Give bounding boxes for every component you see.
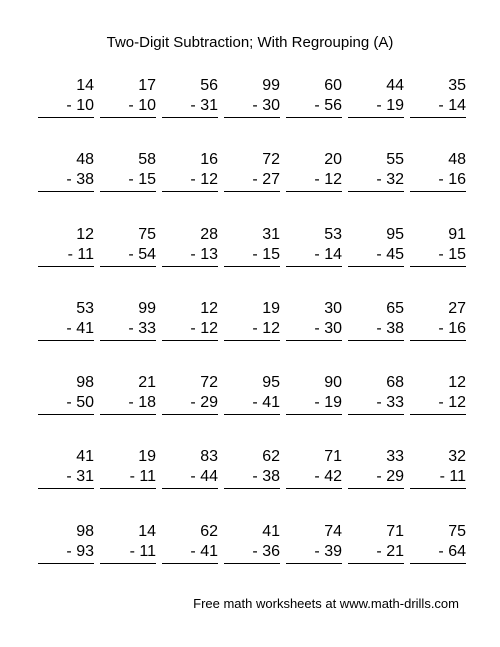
minus-sign: -: [252, 319, 258, 337]
subtraction-problem: [162, 76, 218, 150]
minus-sign: -: [66, 468, 72, 486]
minuend: 53: [324, 225, 342, 243]
minus-sign: -: [190, 542, 196, 560]
subtraction-problem: [224, 447, 280, 521]
subtrahend-row: [100, 542, 156, 564]
minus-sign: -: [438, 171, 444, 189]
subtraction-problem: [348, 150, 404, 224]
subtraction-problem: [38, 76, 94, 150]
subtraction-problem: [224, 225, 280, 299]
minus-sign: -: [252, 468, 258, 486]
subtrahend: 30: [324, 319, 342, 337]
subtraction-problem: [348, 76, 404, 150]
subtraction-problem: [224, 150, 280, 224]
subtrahend: 44: [200, 468, 218, 486]
minuend: 90: [324, 374, 342, 392]
minuend: 95: [262, 374, 280, 392]
minuend: 19: [138, 448, 156, 466]
subtrahend: 16: [448, 319, 466, 337]
subtrahend-row: [224, 393, 280, 415]
subtraction-problem: [38, 522, 94, 596]
minuend: 17: [138, 77, 156, 94]
subtraction-problem: [286, 225, 342, 299]
minus-sign: -: [314, 97, 320, 114]
subtrahend: 15: [448, 245, 466, 263]
minus-sign: -: [438, 97, 444, 114]
minus-sign: -: [190, 245, 196, 263]
subtrahend-row: [224, 542, 280, 564]
subtraction-problem: [410, 76, 466, 150]
minuend: 12: [76, 225, 94, 243]
subtrahend-row: [286, 393, 342, 415]
subtrahend: 50: [76, 394, 94, 412]
minuend: 48: [448, 151, 466, 169]
subtrahend-row: [224, 319, 280, 341]
subtraction-problem: [162, 225, 218, 299]
subtrahend: 38: [76, 171, 94, 189]
subtrahend: 29: [386, 468, 404, 486]
subtrahend-row: [286, 245, 342, 267]
subtrahend-row: [286, 170, 342, 192]
minuend: 99: [262, 77, 280, 94]
subtraction-problem: [38, 225, 94, 299]
subtrahend: 19: [324, 394, 342, 412]
subtrahend: 33: [138, 319, 156, 337]
subtrahend: 12: [324, 171, 342, 189]
minuend: 99: [138, 299, 156, 317]
subtrahend-row: [162, 542, 218, 564]
minuend: 71: [324, 448, 342, 466]
minus-sign: -: [190, 97, 196, 114]
minus-sign: -: [376, 319, 382, 337]
minuend: 14: [138, 522, 156, 540]
subtraction-problem: [100, 447, 156, 521]
minus-sign: -: [190, 394, 196, 412]
minus-sign: -: [66, 394, 72, 412]
subtraction-problem: [224, 299, 280, 373]
minuend: 41: [262, 522, 280, 540]
subtrahend: 64: [448, 542, 466, 560]
subtrahend: 42: [324, 468, 342, 486]
subtrahend-row: [162, 467, 218, 489]
subtrahend-row: [410, 245, 466, 267]
subtraction-problem: [348, 522, 404, 596]
subtrahend-row: [410, 542, 466, 564]
subtrahend-row: [100, 393, 156, 415]
subtraction-problem: [348, 299, 404, 373]
subtrahend: 38: [262, 468, 280, 486]
minus-sign: -: [252, 394, 258, 412]
subtrahend: 32: [386, 171, 404, 189]
minuend: 58: [138, 151, 156, 169]
subtrahend-row: [348, 245, 404, 267]
minus-sign: -: [66, 97, 72, 114]
subtraction-problem: [410, 150, 466, 224]
minus-sign: -: [252, 245, 258, 263]
subtrahend-row: [224, 467, 280, 489]
subtraction-problem: [38, 373, 94, 447]
subtrahend: 45: [386, 245, 404, 263]
subtrahend: 18: [138, 394, 156, 412]
subtraction-problem: [162, 447, 218, 521]
minuend: 21: [138, 374, 156, 392]
subtrahend-row: [410, 170, 466, 192]
minuend: 16: [200, 151, 218, 169]
minuend: 48: [76, 151, 94, 169]
minus-sign: -: [128, 245, 134, 263]
subtrahend-row: [286, 319, 342, 341]
minus-sign: -: [252, 97, 258, 114]
minuend: 20: [324, 151, 342, 169]
minus-sign: -: [128, 171, 134, 189]
subtrahend: 21: [386, 542, 404, 560]
subtraction-problem: [224, 373, 280, 447]
minus-sign: -: [376, 542, 382, 560]
subtraction-problem: [100, 150, 156, 224]
subtrahend: 54: [138, 245, 156, 263]
subtrahend: 12: [448, 394, 466, 412]
subtrahend: 36: [262, 542, 280, 560]
subtrahend: 41: [76, 319, 94, 337]
minuend: 27: [448, 299, 466, 317]
subtrahend-row: [286, 467, 342, 489]
subtraction-problem: [38, 447, 94, 521]
subtrahend: 38: [386, 319, 404, 337]
subtraction-problem: [162, 299, 218, 373]
subtraction-problem: [286, 299, 342, 373]
subtrahend-row: [162, 245, 218, 267]
subtrahend: 11: [139, 542, 156, 560]
subtraction-problem: [286, 447, 342, 521]
subtraction-problem: [348, 447, 404, 521]
subtraction-problem: [224, 76, 280, 150]
subtrahend-row: [410, 96, 466, 118]
subtrahend: 29: [200, 394, 218, 412]
subtraction-problem: [410, 522, 466, 596]
subtraction-problem: [100, 225, 156, 299]
subtrahend-row: [348, 170, 404, 192]
minus-sign: -: [376, 394, 382, 412]
subtraction-problem: [410, 373, 466, 447]
subtrahend-row: [224, 96, 280, 118]
minus-sign: -: [190, 319, 196, 337]
subtrahend-row: [410, 393, 466, 415]
subtrahend-row: [410, 319, 466, 341]
footer-credit: Free math worksheets at www.math-drills.com: [193, 596, 459, 611]
subtraction-problem: [348, 373, 404, 447]
subtrahend-row: [100, 170, 156, 192]
subtrahend: 10: [76, 97, 94, 114]
subtrahend-row: [286, 96, 342, 118]
subtrahend-row: [348, 319, 404, 341]
subtrahend: 31: [200, 97, 218, 114]
subtrahend: 16: [448, 171, 466, 189]
minuend: 32: [448, 448, 466, 466]
subtrahend-row: [410, 467, 466, 489]
minus-sign: -: [66, 319, 72, 337]
minuend: 12: [448, 374, 466, 392]
minuend: 53: [76, 299, 94, 317]
minuend: 14: [76, 77, 94, 94]
subtrahend: 15: [262, 245, 280, 263]
subtraction-problem: [100, 373, 156, 447]
subtrahend: 13: [200, 245, 218, 263]
subtraction-problem: [162, 522, 218, 596]
minuend: 12: [200, 299, 218, 317]
subtrahend: 12: [200, 171, 218, 189]
minus-sign: -: [376, 97, 382, 114]
subtrahend-row: [38, 96, 94, 118]
subtrahend: 30: [262, 97, 280, 114]
subtrahend: 41: [200, 542, 218, 560]
subtrahend: 11: [77, 245, 94, 263]
minuend: 35: [448, 77, 466, 94]
minus-sign: -: [66, 542, 72, 560]
minus-sign: -: [438, 245, 444, 263]
subtrahend: 11: [449, 468, 466, 486]
minuend: 72: [200, 374, 218, 392]
subtrahend-row: [100, 245, 156, 267]
subtrahend: 14: [448, 97, 466, 114]
minus-sign: -: [128, 97, 134, 114]
subtrahend-row: [348, 467, 404, 489]
subtrahend-row: [38, 245, 94, 267]
subtrahend: 19: [386, 97, 404, 114]
minus-sign: -: [314, 394, 320, 412]
minuend: 30: [324, 299, 342, 317]
minus-sign: -: [128, 394, 134, 412]
minus-sign: -: [190, 468, 196, 486]
subtrahend: 11: [139, 468, 156, 486]
subtrahend: 12: [200, 319, 218, 337]
minuend: 71: [386, 522, 404, 540]
minus-sign: -: [252, 171, 258, 189]
subtrahend-row: [162, 393, 218, 415]
minuend: 31: [262, 225, 280, 243]
minus-sign: -: [438, 394, 444, 412]
minuend: 62: [200, 522, 218, 540]
subtrahend-row: [38, 393, 94, 415]
minus-sign: -: [314, 542, 320, 560]
minus-sign: -: [190, 171, 196, 189]
minuend: 98: [76, 522, 94, 540]
minuend: 75: [448, 522, 466, 540]
minuend: 83: [200, 448, 218, 466]
subtraction-problem: [348, 225, 404, 299]
minuend: 98: [76, 374, 94, 392]
subtrahend: 41: [262, 394, 280, 412]
minus-sign: -: [66, 171, 72, 189]
subtraction-problem: [38, 150, 94, 224]
subtrahend: 12: [262, 319, 280, 337]
subtrahend: 31: [76, 468, 94, 486]
minuend: 55: [386, 151, 404, 169]
subtrahend-row: [162, 96, 218, 118]
minuend: 91: [448, 225, 466, 243]
subtraction-problem: [100, 76, 156, 150]
subtrahend-row: [100, 467, 156, 489]
minuend: 33: [386, 448, 404, 466]
subtrahend-row: [162, 170, 218, 192]
minuend: 68: [386, 374, 404, 392]
subtrahend-row: [348, 393, 404, 415]
subtrahend-row: [162, 319, 218, 341]
minuend: 62: [262, 448, 280, 466]
subtrahend-row: [38, 319, 94, 341]
subtrahend-row: [348, 542, 404, 564]
subtraction-problem: [410, 225, 466, 299]
subtrahend: 93: [76, 542, 94, 560]
minus-sign: -: [438, 542, 444, 560]
minuend: 95: [386, 225, 404, 243]
subtraction-problem: [286, 373, 342, 447]
subtrahend: 56: [324, 97, 342, 114]
subtrahend: 27: [262, 171, 280, 189]
subtraction-problem: [100, 522, 156, 596]
subtraction-problem: [162, 150, 218, 224]
subtraction-problem: [410, 447, 466, 521]
minus-sign: -: [314, 245, 320, 263]
subtrahend-row: [100, 319, 156, 341]
subtrahend: 14: [324, 245, 342, 263]
subtraction-problem: [286, 522, 342, 596]
minuend: 65: [386, 299, 404, 317]
subtrahend: 10: [138, 97, 156, 114]
minus-sign: -: [252, 542, 258, 560]
subtrahend-row: [348, 96, 404, 118]
minus-sign: -: [376, 245, 382, 263]
minus-sign: -: [129, 468, 135, 486]
subtrahend-row: [224, 245, 280, 267]
minus-sign: -: [314, 171, 320, 189]
subtrahend: 39: [324, 542, 342, 560]
subtrahend-row: [224, 170, 280, 192]
minuend: 19: [262, 299, 280, 317]
minus-sign: -: [438, 319, 444, 337]
subtraction-problem: [162, 373, 218, 447]
worksheet-title: Two-Digit Subtraction; With Regrouping (A): [106, 34, 394, 51]
subtraction-problem: [286, 76, 342, 150]
minus-sign: -: [128, 319, 134, 337]
minus-sign: -: [376, 171, 382, 189]
subtrahend-row: [38, 170, 94, 192]
minuend: 72: [262, 151, 280, 169]
subtrahend: 15: [138, 171, 156, 189]
subtrahend-row: [38, 467, 94, 489]
minuend: 56: [200, 77, 218, 94]
problem-grid: [38, 76, 472, 596]
minuend: 75: [138, 225, 156, 243]
subtraction-problem: [38, 299, 94, 373]
subtraction-problem: [410, 299, 466, 373]
subtrahend-row: [100, 96, 156, 118]
minuend: 44: [386, 77, 404, 94]
minus-sign: -: [439, 468, 445, 486]
subtraction-problem: [286, 150, 342, 224]
minus-sign: -: [314, 319, 320, 337]
subtrahend-row: [286, 542, 342, 564]
minus-sign: -: [129, 542, 135, 560]
subtrahend-row: [38, 542, 94, 564]
minuend: 28: [200, 225, 218, 243]
minuend: 60: [324, 77, 342, 94]
minus-sign: -: [314, 468, 320, 486]
minuend: 41: [76, 448, 94, 466]
subtraction-problem: [224, 522, 280, 596]
minus-sign: -: [67, 245, 73, 263]
minuend: 74: [324, 522, 342, 540]
minus-sign: -: [376, 468, 382, 486]
subtrahend: 33: [386, 394, 404, 412]
subtraction-problem: [100, 299, 156, 373]
